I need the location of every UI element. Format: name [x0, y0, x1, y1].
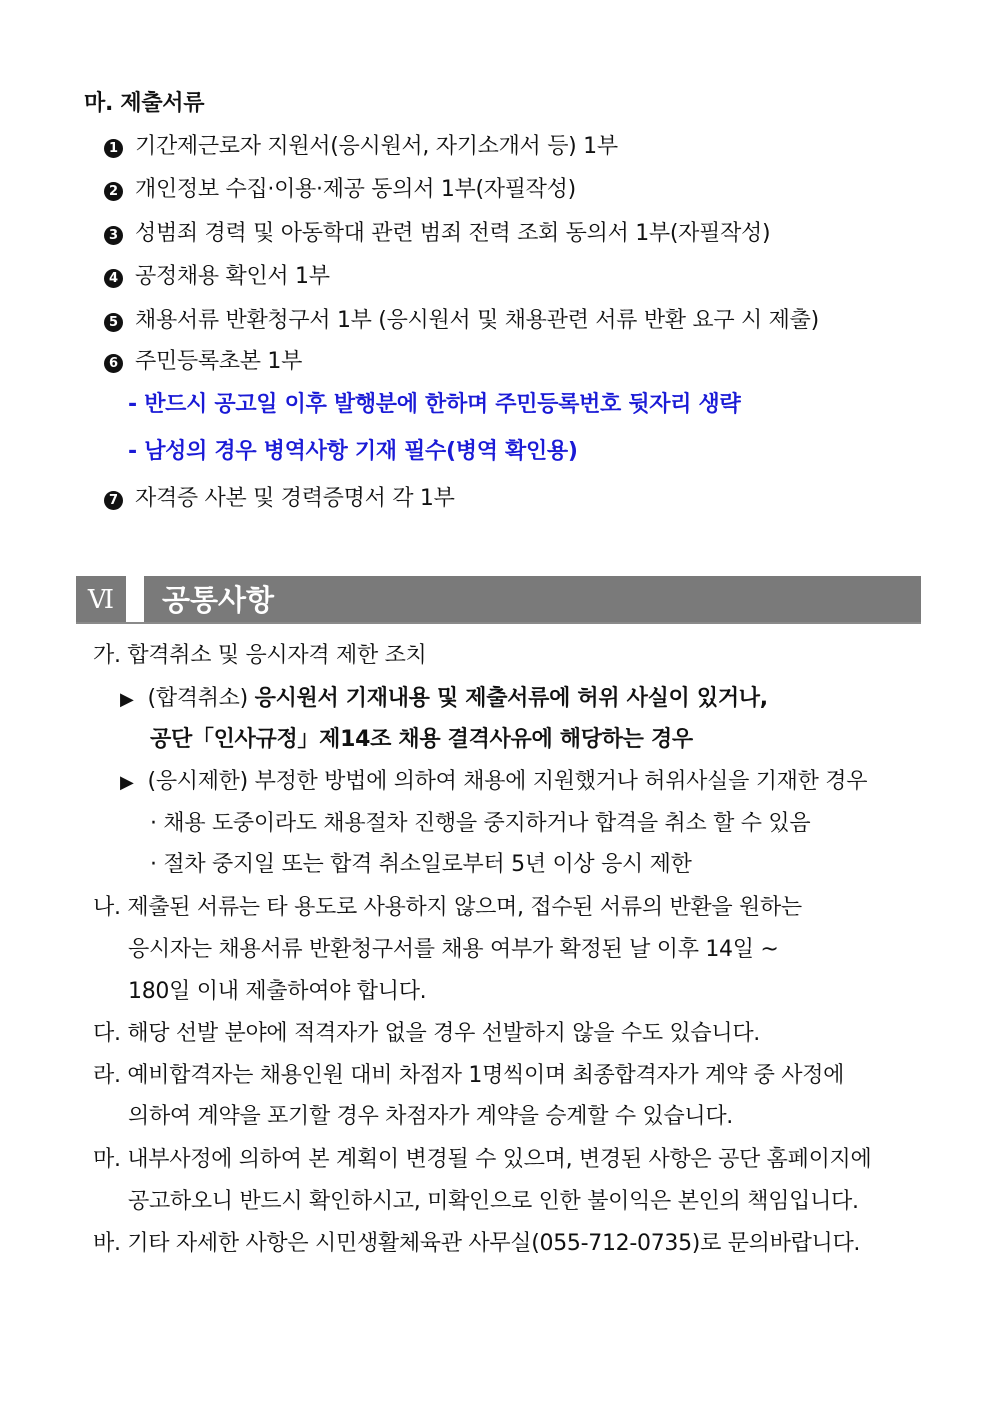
cancel-text: 응시원서 기재내용 및 제출서류에 허위 사실이 있거나, [254, 686, 768, 711]
cancel-prefix: (합격취소) [147, 686, 255, 711]
submit-item-text: 기간제근로자 지원서(응시원서, 자기소개서 등) 1부 [135, 134, 618, 159]
clause-ma-continued: 공고하오니 반드시 확인하시고, 미확인으로 인한 불이익은 본인의 책임입니다. [128, 1189, 859, 1214]
submit-item-text: 공정채용 확인서 1부 [135, 264, 330, 289]
section-number: Ⅵ [76, 576, 126, 624]
number-badge: 6 [104, 354, 123, 373]
number-badge: 1 [104, 139, 123, 158]
number-badge: 4 [104, 269, 123, 288]
clause-ba: 바. 기타 자세한 사항은 시민생활체육관 사무실(055-712-0735)로 문의바랍니다. [93, 1231, 861, 1256]
clause-ra: 라. 예비합격자는 채용인원 대비 차점자 1명씩이며 최종합격자가 계약 중 사정에 [93, 1063, 845, 1088]
submit-item [104, 347, 302, 377]
triangle-bullet-icon: ▶ [120, 772, 134, 793]
submit-note: - 반드시 공고일 이후 발행분에 한하며 주민등록번호 뒷자리 생략 [128, 392, 741, 417]
section-divider [76, 622, 921, 624]
restrict-item [120, 767, 867, 798]
number-badge: 3 [104, 226, 123, 245]
cancel-item [120, 684, 768, 715]
submit-heading: 마. 제출서류 [84, 91, 205, 116]
submit-item-text: 채용서류 반환청구서 1부 (응시원서 및 채용관련 서류 반환 요구 시 제출) [135, 308, 819, 333]
clause-na-continued: 응시자는 채용서류 반환청구서를 채용 여부가 확정된 날 이후 14일 ~ [128, 937, 779, 962]
section-title: 공통사항 [144, 576, 921, 624]
clause-na: 나. 제출된 서류는 타 용도로 사용하지 않으며, 접수된 서류의 반환을 원하는 [93, 895, 802, 920]
submit-item-text: 성범죄 경력 및 아동학대 관련 범죄 전력 조회 동의서 1부(자필작성) [135, 221, 771, 246]
triangle-bullet-icon: ▶ [120, 689, 134, 710]
clause-ga: 가. 합격취소 및 응시자격 제한 조치 [93, 643, 427, 668]
submit-note: - 남성의 경우 병역사항 기재 필수(병역 확인용) [128, 439, 578, 464]
submit-item [104, 306, 819, 336]
submit-item [104, 219, 770, 249]
submit-item [104, 132, 618, 162]
submit-item [104, 175, 576, 205]
restrict-text: (응시제한) 부정한 방법에 의하여 채용에 지원했거나 허위사실을 기재한 경우 [147, 769, 868, 794]
clause-ra-continued: 의하여 계약을 포기할 경우 차점자가 계약을 승계할 수 있습니다. [128, 1104, 733, 1129]
number-badge: 5 [104, 313, 123, 332]
restrict-sub: · 절차 중지일 또는 합격 취소일로부터 5년 이상 응시 제한 [150, 852, 692, 877]
clause-ma: 마. 내부사정에 의하여 본 계획이 변경될 수 있으며, 변경된 사항은 공단 홈페이지에 [93, 1147, 872, 1172]
clause-na-continued: 180일 이내 제출하여야 합니다. [128, 979, 427, 1004]
submit-item-text: 개인정보 수집·이용·제공 동의서 1부(자필작성) [135, 177, 576, 202]
clause-da: 다. 해당 선발 분야에 적격자가 없을 경우 선발하지 않을 수도 있습니다. [93, 1021, 760, 1046]
restrict-sub: · 채용 도중이라도 채용절차 진행을 중지하거나 합격을 취소 할 수 있음 [150, 811, 811, 836]
submit-item [104, 262, 330, 292]
submit-item-text: 자격증 사본 및 경력증명서 각 1부 [135, 486, 455, 511]
submit-item-text: 주민등록초본 1부 [135, 349, 303, 374]
number-badge: 2 [104, 182, 123, 201]
cancel-text-continued: 공단「인사규정」제14조 채용 결격사유에 해당하는 경우 [150, 727, 693, 752]
number-badge: 7 [104, 491, 123, 510]
submit-item [104, 484, 455, 514]
